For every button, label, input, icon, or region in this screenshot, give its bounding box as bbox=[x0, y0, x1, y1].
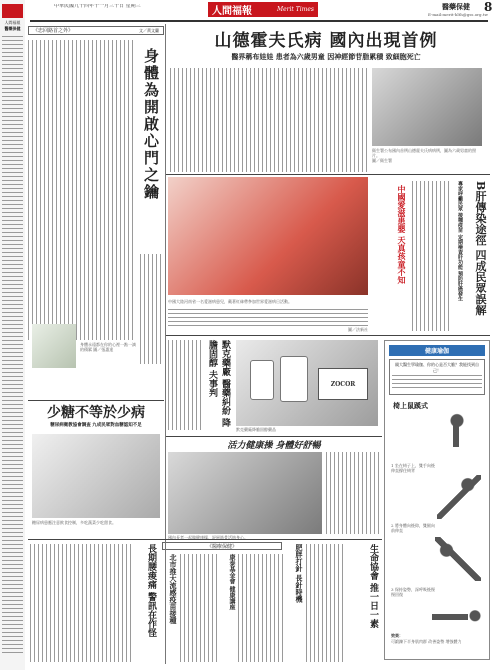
bottom-section bbox=[28, 540, 382, 665]
exercise-caption: 國內長者一起做健康操，舒展筋骨活絡身心。 bbox=[168, 535, 248, 539]
left-strip-tag: 人間福報 bbox=[4, 20, 21, 25]
left-strip-index bbox=[2, 36, 23, 656]
b-liver-subtitle: 專家呼籲民眾 接種疫苗 定期檢查肝功能 預防肝癌發生 bbox=[457, 181, 463, 302]
column-section bbox=[28, 24, 164, 400]
sugar-caption: 糖尿病患應注意飲食控制，多吃蔬菜少吃甜食。 bbox=[32, 520, 116, 525]
logo-en: Merit Times bbox=[276, 6, 314, 13]
masthead-logo bbox=[208, 2, 318, 17]
sugar-section bbox=[28, 402, 164, 538]
medicine-box bbox=[318, 368, 368, 400]
medicine-caption: 默克藥廠降膽固醇藥品 bbox=[236, 427, 276, 432]
yoga-box-body bbox=[392, 375, 482, 391]
exercise-body bbox=[326, 452, 380, 534]
yoga-step-1: 1 坐在椅子上，雙手向後伸直撐住椅背 bbox=[391, 463, 435, 473]
aids-title: 中國愛滋患嬰 天真孩童不知 bbox=[397, 185, 407, 284]
yoga-section bbox=[384, 340, 490, 660]
bottom-headline-3: 康泰基金會 健康講座 bbox=[228, 554, 235, 611]
b-liver-body bbox=[412, 181, 452, 331]
section-email: E-mail:merit-hlth@gss.org.tw bbox=[428, 12, 488, 17]
medicine-body bbox=[168, 340, 204, 430]
yoga-box-title: 親大醫生學瑜伽、你的心是否大膽？我能找到自己！ bbox=[395, 362, 479, 373]
yoga-figure-3 bbox=[435, 537, 481, 581]
section-title: 醫藥保健 bbox=[442, 2, 470, 11]
column-author: 文／黃文蘭 bbox=[139, 27, 159, 33]
exercise-title: 活力健康操 身體好舒暢 bbox=[227, 441, 321, 451]
page-number: 8 bbox=[484, 0, 493, 14]
lead-section bbox=[166, 24, 486, 174]
lead-subhead: 醫界稱布娃娃 患者為六歲男童 因神經節苷脂累積 致細胞死亡 bbox=[231, 52, 421, 61]
yoga-pose: 椅上鼠蹊式 bbox=[393, 401, 428, 410]
left-strip bbox=[0, 0, 25, 670]
divider-bottom bbox=[28, 539, 382, 540]
exercise-section bbox=[166, 436, 382, 538]
yoga-figure-1 bbox=[437, 411, 477, 459]
divider-sugar bbox=[28, 400, 164, 401]
aids-photo bbox=[168, 177, 368, 295]
column-title: 身體為開啟心門之鑰 bbox=[142, 48, 160, 201]
bottom-col-3 bbox=[238, 554, 284, 662]
bottom-col-2 bbox=[180, 554, 220, 662]
medicine-bottle-2 bbox=[280, 356, 308, 402]
b-liver-title: B肝傳染途徑 四成民眾誤解 bbox=[474, 181, 487, 316]
lead-body bbox=[170, 68, 368, 172]
medicine-title: 默克藥廠 醫藥糾紛 降膽固醇 夫事判 bbox=[207, 340, 230, 428]
medicine-bottle bbox=[250, 360, 274, 400]
yoga-box bbox=[389, 359, 485, 395]
sugar-subhead: 糖尿病衛教協會調查 九成民眾對血糖認知不足 bbox=[50, 423, 142, 428]
medicine-box-label: ZOCOR bbox=[330, 380, 356, 388]
yoga-header bbox=[389, 345, 485, 356]
lead-headline: 山德霍夫氏病 國內出現首例 bbox=[214, 31, 438, 51]
bottom-header: 《醫療保健》 bbox=[162, 542, 282, 550]
sugar-headline: 少糖不等於少病 bbox=[47, 405, 145, 421]
masthead bbox=[30, 0, 500, 24]
medicine-photo bbox=[236, 340, 378, 426]
bottom-headline-1: 長期腰痠痛 警訊在作怪 bbox=[146, 544, 156, 638]
left-strip-section: 醫藥保健 bbox=[4, 26, 21, 31]
column-header bbox=[28, 26, 164, 35]
yoga-header-text: 健康瑜伽 bbox=[424, 348, 449, 355]
yoga-step-2: 2 將身體向後仰，雙腿向前伸直 bbox=[391, 523, 435, 533]
lead-photo bbox=[372, 68, 482, 146]
yoga-benefit: 可鍛鍊下半身肌肉群 改善姿勢 增強體力 bbox=[391, 639, 462, 644]
yoga-figure-2 bbox=[437, 475, 481, 519]
yoga-figure-4 bbox=[431, 599, 481, 627]
logo-text: 人間福報 bbox=[212, 6, 252, 17]
column-illustration bbox=[32, 324, 76, 368]
divider-lead bbox=[166, 174, 490, 175]
b-liver-section bbox=[410, 175, 490, 335]
divider-aids bbox=[166, 335, 490, 336]
bottom-headline-5: 生命協會 推一日一素 bbox=[368, 544, 378, 629]
yoga-benefit-label: 效果： bbox=[391, 633, 403, 638]
bottom-headline-2: 北市推大流感疫苗接種 bbox=[169, 554, 178, 624]
left-strip-logo bbox=[2, 4, 23, 18]
column-body bbox=[28, 40, 136, 340]
aids-section bbox=[166, 175, 410, 335]
aids-credit: 圖／法新社 bbox=[348, 327, 368, 332]
bottom-col-4 bbox=[306, 544, 346, 662]
masthead-rule bbox=[30, 20, 488, 22]
column-caption: 身體永遠都在你的心裡一點一滴的積累 圖／張惠達 bbox=[80, 342, 136, 352]
column-header-text: 《忠回路首之外》 bbox=[33, 28, 74, 34]
date-line: 中華民國九十四年十一月三十日 星期三 bbox=[54, 4, 141, 9]
exercise-photo bbox=[168, 452, 322, 534]
divider-left bbox=[165, 24, 166, 664]
bottom-headline-4: 肥胖打針 長針時機 bbox=[295, 544, 304, 603]
sugar-photo bbox=[32, 434, 160, 518]
column-body-2 bbox=[140, 254, 162, 364]
bottom-col-1 bbox=[30, 544, 134, 662]
aids-caption-body bbox=[168, 309, 368, 327]
lead-photo-note: 圖／衛生署 bbox=[372, 158, 392, 163]
aids-caption: 中國大陸河南省一名愛滋病患兒，戴著紅絲帶參加世界愛滋病日活動。 bbox=[168, 299, 292, 304]
lead-photo-caption: 衛生署公布國內首例山德霍夫氏病病例，圖為六歲男童的照片。 bbox=[372, 148, 476, 158]
medicine-section bbox=[166, 336, 382, 436]
divider-medicine bbox=[166, 436, 382, 437]
yoga-step-3: 3 保持姿勢，深呼吸後慢慢回復 bbox=[391, 587, 435, 597]
